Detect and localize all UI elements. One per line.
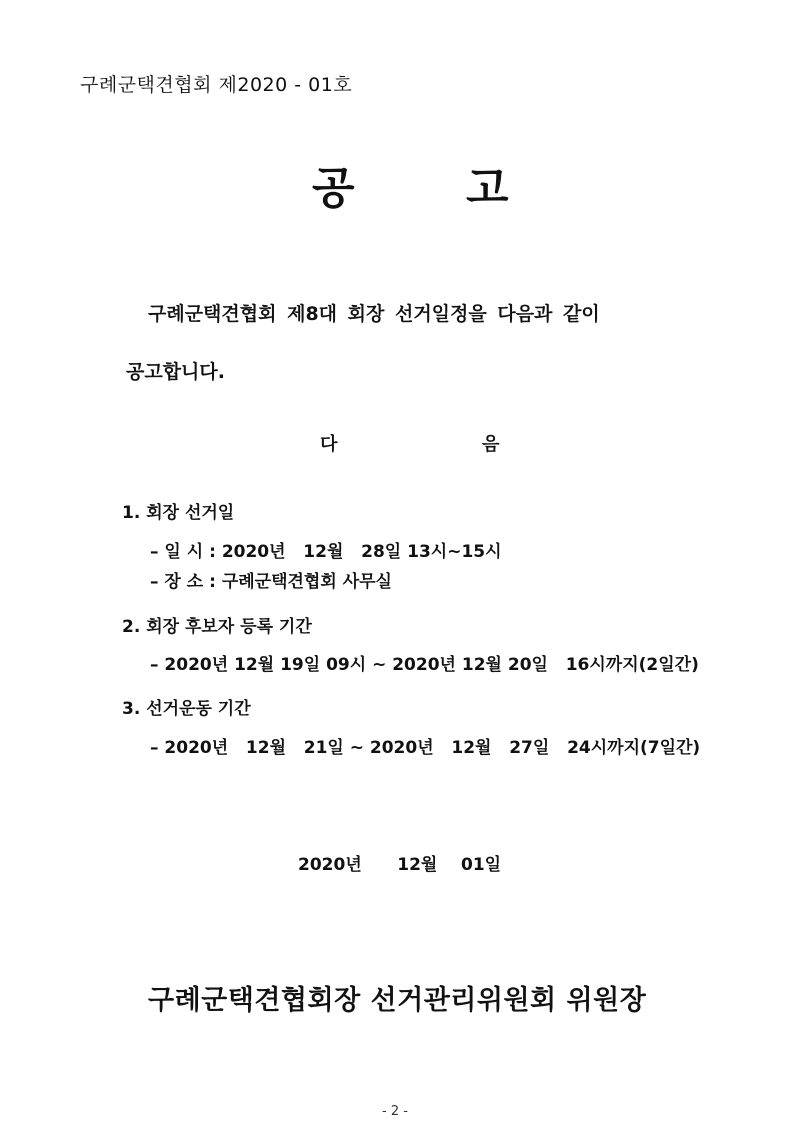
- heading-char-second: 음: [482, 434, 500, 455]
- document-number: 구례군택견협회 제2020 - 01호: [80, 74, 353, 96]
- signer-title: 구례군택견협회장 선거관리위원회 위원장: [148, 985, 647, 1016]
- section-1-datetime-line: – 일 시 : 2020년 12월 28일 13시~15시: [150, 542, 502, 562]
- intro-line-1: 구례군택견협회 제8대 회장 선거일정을 다음과 같이: [148, 303, 600, 325]
- page-number: - 2 -: [382, 1104, 408, 1119]
- title-char-second: 고: [466, 163, 509, 214]
- section-1-place-line: – 장 소 : 구례군택견협회 사무실: [150, 572, 392, 592]
- section-1-title: 1. 회장 선거일: [122, 503, 235, 523]
- title-char-first: 공: [312, 163, 355, 214]
- heading-char-first: 다: [320, 434, 338, 455]
- announcement-date: 2020년 12월 01일: [298, 855, 502, 875]
- section-2-title: 2. 회장 후보자 등록 기간: [122, 617, 312, 637]
- section-3-period-line: – 2020년 12월 21일 ~ 2020년 12월 27일 24시까지(7일간): [150, 738, 701, 758]
- intro-line-2: 공고합니다.: [126, 361, 225, 383]
- section-2-period-line: – 2020년 12월 19일 09시 ~ 2020년 12월 20일 16시까지(2일간): [150, 655, 699, 675]
- section-3-title: 3. 선거운동 기간: [122, 699, 251, 719]
